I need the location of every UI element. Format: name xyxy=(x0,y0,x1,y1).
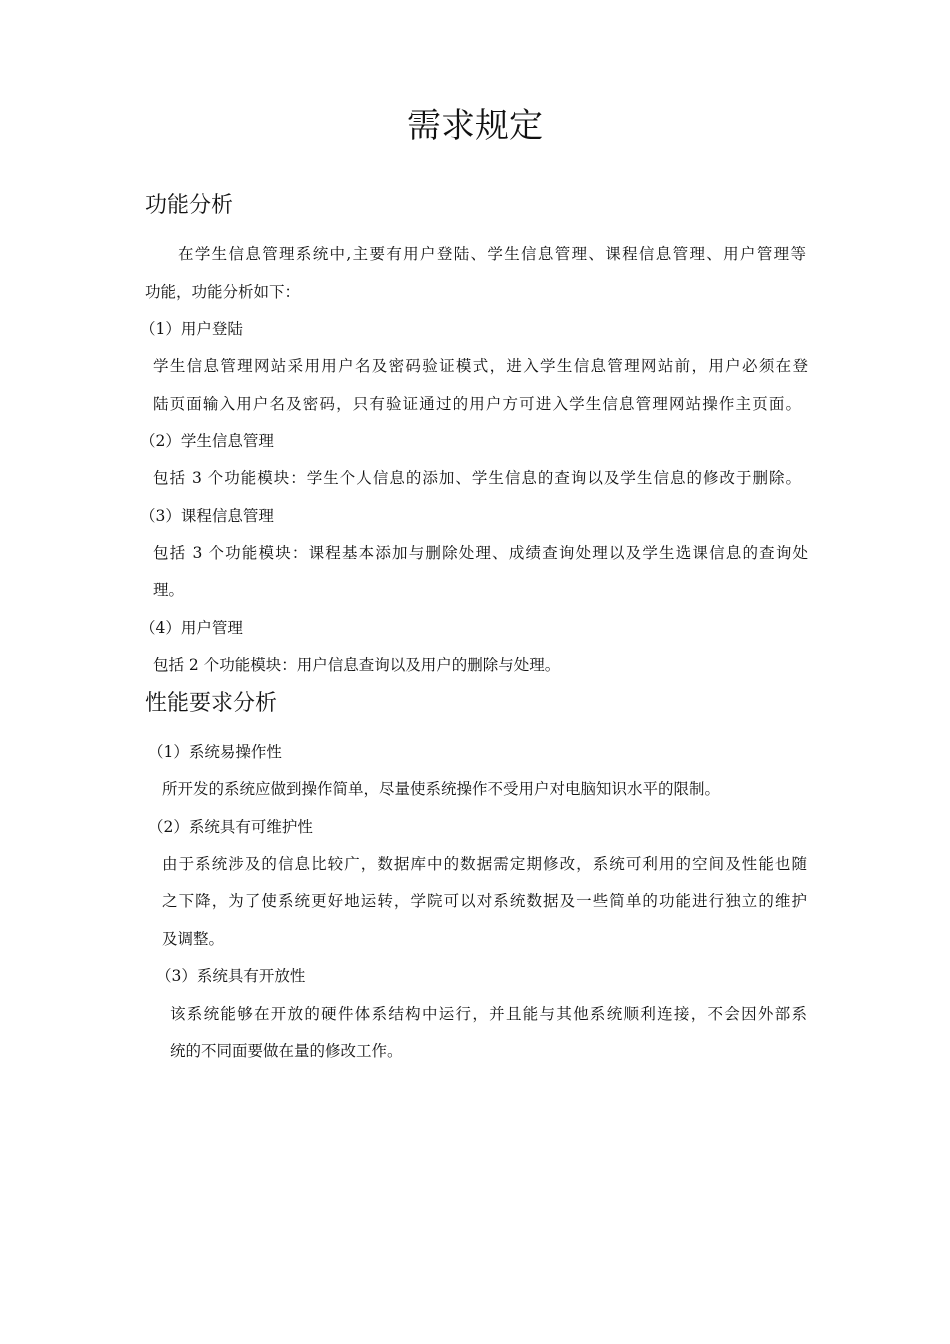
item-label-user-management: （4）用户管理 xyxy=(140,619,243,637)
item-text-openness-2: 统的不同面要做在量的修改工作。 xyxy=(170,1042,403,1060)
item-text-course-info-2: 理。 xyxy=(153,581,185,599)
item-text-course-info-1: 包括 3 个功能模块：课程基本添加与删除处理、成绩查询处理以及学生选课信息的查询处 xyxy=(153,544,808,562)
item-text-student-info-1: 包括 3 个功能模块：学生个人信息的添加、学生信息的查询以及学生信息的修改于删除。 xyxy=(153,469,801,487)
item-label-student-info: （2）学生信息管理 xyxy=(140,432,274,450)
section-heading-performance-analysis: 性能要求分析 xyxy=(145,691,278,716)
item-text-maintainability-3: 及调整。 xyxy=(162,930,225,948)
item-text-openness-1: 该系统能够在开放的硬件体系结构中运行，并且能与其他系统顺利连接，不会因外部系 xyxy=(170,1005,807,1023)
item-text-user-login-1: 学生信息管理网站采用用户名及密码验证模式，进入学生信息管理网站前，用户必须在登 xyxy=(153,357,808,375)
page-title: 需求规定 xyxy=(407,106,543,146)
intro-line-1: 在学生信息管理系统中,主要有用户登陆、学生信息管理、课程信息管理、用户管理等 xyxy=(178,245,806,263)
item-label-ease-of-use: （1）系统易操作性 xyxy=(148,743,282,761)
section-heading-function-analysis: 功能分析 xyxy=(145,193,234,218)
item-text-user-management-1: 包括 2 个功能模块：用户信息查询以及用户的删除与处理。 xyxy=(153,656,561,674)
item-text-ease-of-use-1: 所开发的系统应做到操作简单，尽量使系统操作不受用户对电脑知识水平的限制。 xyxy=(162,780,721,798)
item-text-maintainability-2: 之下降，为了使系统更好地运转，学院可以对系统数据及一些简单的功能进行独立的维护 xyxy=(162,892,807,910)
item-label-user-login: （1）用户登陆 xyxy=(140,320,243,338)
intro-line-2: 功能，功能分析如下： xyxy=(145,283,301,301)
item-text-maintainability-1: 由于系统涉及的信息比较广，数据库中的数据需定期修改，系统可利用的空间及性能也随 xyxy=(162,855,807,873)
item-label-openness: （3）系统具有开放性 xyxy=(156,967,306,985)
item-text-user-login-2: 陆页面输入用户名及密码，只有验证通过的用户方可进入学生信息管理网站操作主页面。 xyxy=(153,395,801,413)
item-label-maintainability: （2）系统具有可维护性 xyxy=(148,818,313,836)
item-label-course-info: （3）课程信息管理 xyxy=(140,507,274,525)
